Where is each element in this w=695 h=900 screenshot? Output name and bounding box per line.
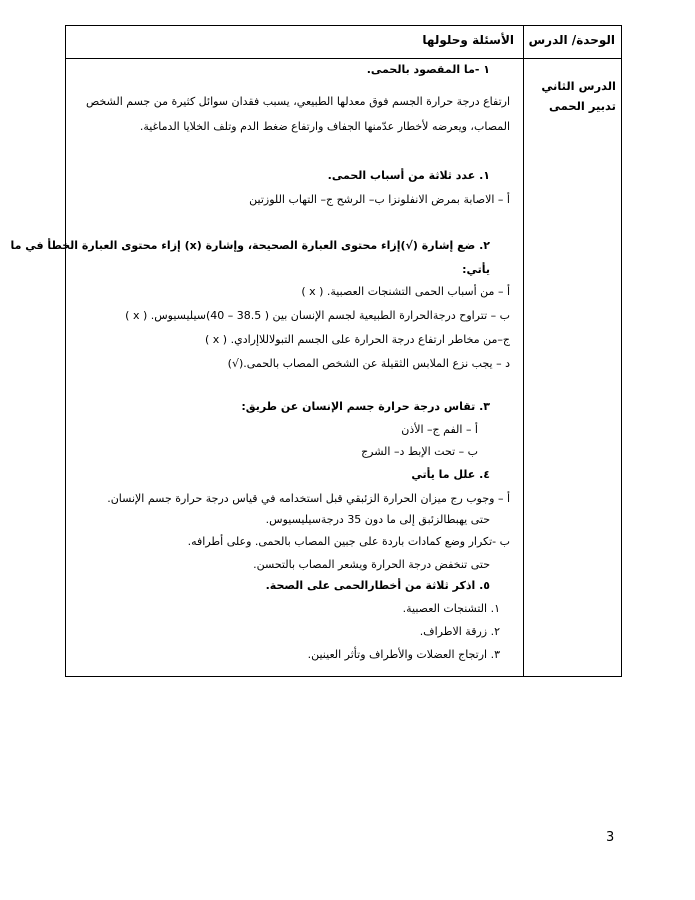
- q3-item-c: ج–من مخاطر ارتفاع درجة الحرارة على الجسم التبولاللاإرادي. ( x ): [205, 333, 510, 346]
- q5-a-line1: أ – وجوب رج ميزان الحرارة الزئبقي قبل استخدامه في قياس درجة حرارة جسم الإنسان.: [107, 492, 510, 505]
- header-questions-answers: الأسئلة وحلولها: [422, 33, 514, 47]
- q4-row1: أ – الفم ج– الأذن: [401, 423, 478, 436]
- header-unit-lesson: الوحدة/ الدرس: [528, 33, 615, 47]
- q2-title: ١. عدد ثلاثة من أسباب الحمى.: [327, 169, 490, 182]
- q3-item-a: أ – من أسباب الحمى التشنجات العصبية. ( x ): [301, 285, 510, 298]
- q2-answer: أ – الاصابة بمرض الانفلونزا ب– الرشح ج– التهاب اللوزتين: [249, 193, 510, 206]
- q3-title-line1: ٢. ضع إشارة (√)إزاء محتوى العبارة الصحيحة، وإشارة (x) إزاء محتوى العبارة الخطأ في ما: [10, 239, 490, 252]
- q6-item-1: ١. التشنجات العصبية.: [402, 602, 500, 615]
- q1-title: ١ -ما المقصود بالحمى.: [366, 63, 490, 76]
- q4-row2: ب – تحت الإبط د– الشرج: [361, 445, 478, 458]
- q5-a-line2: حتى يهبطالزئبق إلى ما دون 35 درجةسيليسيوس.: [265, 513, 490, 526]
- q3-item-b: ب – تتراوح درجةالحرارة الطبيعية لجسم الإنسان بين ( 38.5 – 40)سيليسيوس. ( x ): [125, 309, 510, 322]
- table-header: [66, 26, 621, 59]
- lesson-name: الدرس الثاني تدبير الحمى: [541, 79, 616, 113]
- q4-title: ٣. تقاس درجة حرارة جسم الإنسان عن طريق:: [241, 400, 490, 413]
- q5-b-line2: حتى تنخفض درجة الحرارة ويشعر المصاب بالتحسن.: [253, 558, 490, 571]
- q3-title-line2: يأتي:: [462, 263, 490, 276]
- q6-item-3: ٣. ارتجاج العضلات والأطراف وتأثر العينين.: [307, 648, 500, 661]
- page-number: 3: [606, 830, 615, 845]
- q5-b-line1: ب -تكرار وضع كمادات باردة على جبين المصاب بالحمى. وعلى أطرافه.: [187, 535, 510, 548]
- q5-title: ٤. علل ما يأتي: [411, 468, 490, 481]
- q1-answer-line1: ارتفاع درجة حرارة الجسم فوق معدلها الطبيعي، يسبب فقدان سوائل كثيرة من جسم الشخص: [85, 95, 510, 108]
- q6-title: ٥. اذكر ثلاثة من أخطارالحمى على الصحة.: [265, 579, 490, 592]
- q1-answer-line2: المصاب، ويعرضه لأخطار عدّمنها الجفاف وارتفاع ضغط الدم وتلف الخلايا الدماغية.: [139, 120, 510, 133]
- column-divider: [523, 26, 524, 676]
- q3-item-d: د – يجب نزع الملابس الثقيلة عن الشخص المصاب بالحمى.(√): [227, 357, 510, 370]
- q6-item-2: ٢. زرقة الاطراف.: [419, 625, 500, 638]
- lesson-table: [10, 25, 622, 677]
